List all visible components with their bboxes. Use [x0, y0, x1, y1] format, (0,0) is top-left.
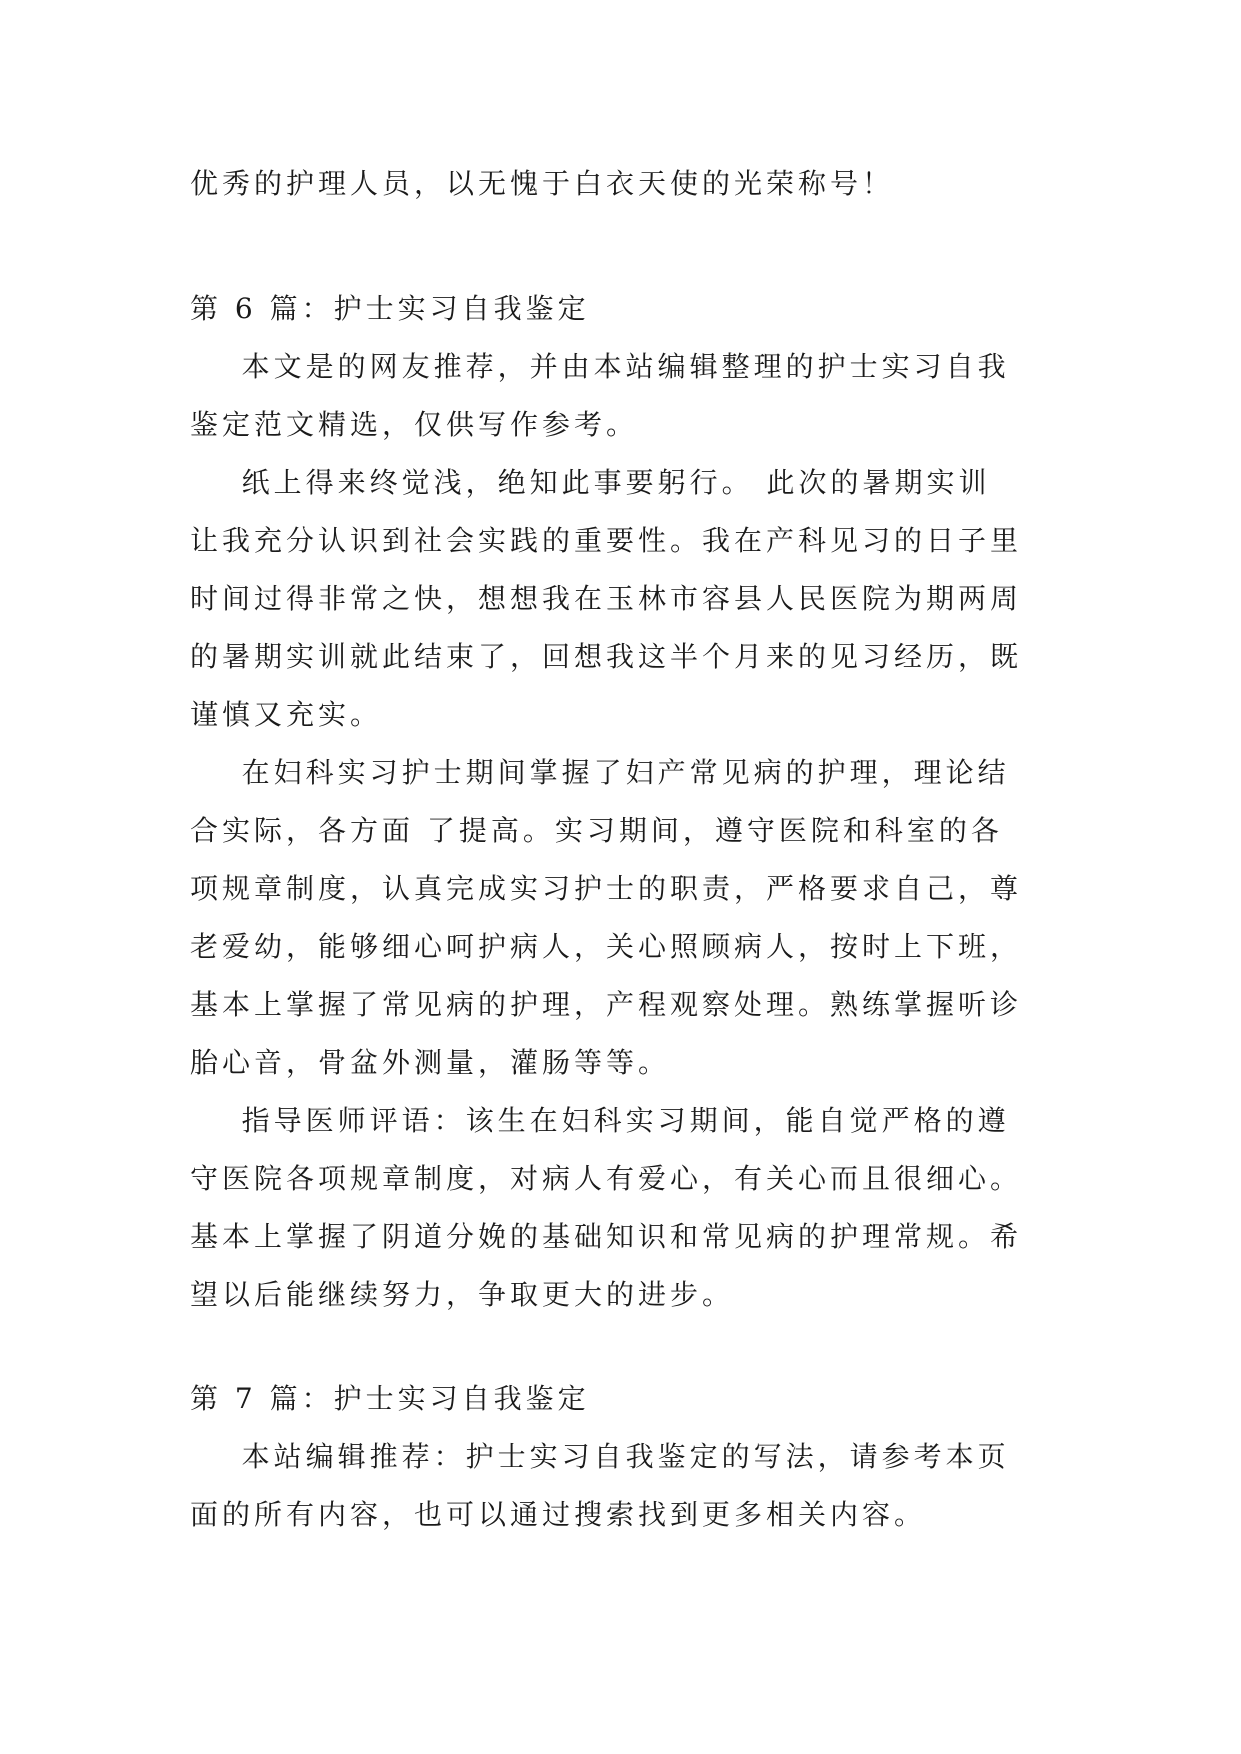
- text-line: 的暑期实训就此结束了，回想我这半个月来的见习经历，既: [190, 640, 1023, 673]
- text-line: 守医院各项规章制度，对病人有爱心，有关心而且很细心。: [190, 1162, 1023, 1195]
- text-line: 老爱幼，能够细心呵护病人，关心照顾病人，按时上下班，: [190, 930, 1023, 963]
- text-line: 基本上掌握了阴道分娩的基础知识和常见病的护理常规。希: [190, 1220, 1023, 1253]
- text-line: 时间过得非常之快，想想我在玉林市容县人民医院为期两周: [190, 582, 1023, 615]
- section-7: [190, 1370, 1060, 1544]
- lead-paragraph: [190, 155, 1060, 213]
- text-line: 胎心音，骨盆外测量，灌肠等等。: [190, 1046, 671, 1079]
- section-heading: 第 7 篇：护士实习自我鉴定: [190, 1382, 590, 1415]
- text-line: 基本上掌握了常见病的护理，产程观察处理。熟练掌握听诊: [190, 988, 1023, 1021]
- section-6: [190, 280, 1060, 1324]
- text-line: 本文是的网友推荐，并由本站编辑整理的护士实习自我: [190, 350, 1010, 383]
- text-line: 让我充分认识到社会实践的重要性。我在产科见习的日子里: [190, 524, 1023, 557]
- text-line: 望以后能继续努力，争取更大的进步。: [190, 1278, 735, 1311]
- text-line: 本站编辑推荐：护士实习自我鉴定的写法，请参考本页: [190, 1440, 1010, 1473]
- text-line: 项规章制度，认真完成实习护士的职责，严格要求自己，尊: [190, 872, 1023, 905]
- text-line: 鉴定范文精选，仅供写作参考。: [190, 408, 639, 441]
- text-line: 谨慎又充实。: [190, 698, 383, 731]
- text-line: 面的所有内容，也可以通过搜索找到更多相关内容。: [190, 1498, 927, 1531]
- text-line: 合实际，各方面 了提高。实习期间，遵守医院和科室的各: [190, 814, 1003, 847]
- section-heading: 第 6 篇：护士实习自我鉴定: [190, 292, 590, 325]
- text-line: 在妇科实习护士期间掌握了妇产常见病的护理，理论结: [190, 756, 1010, 789]
- text-line: 优秀的护理人员，以无愧于白衣天使的光荣称号！: [190, 167, 895, 200]
- text-line: 指导医师评语：该生在妇科实习期间，能自觉严格的遵: [190, 1104, 1010, 1137]
- text-line: 纸上得来终觉浅，绝知此事要躬行。 此次的暑期实训: [190, 466, 991, 499]
